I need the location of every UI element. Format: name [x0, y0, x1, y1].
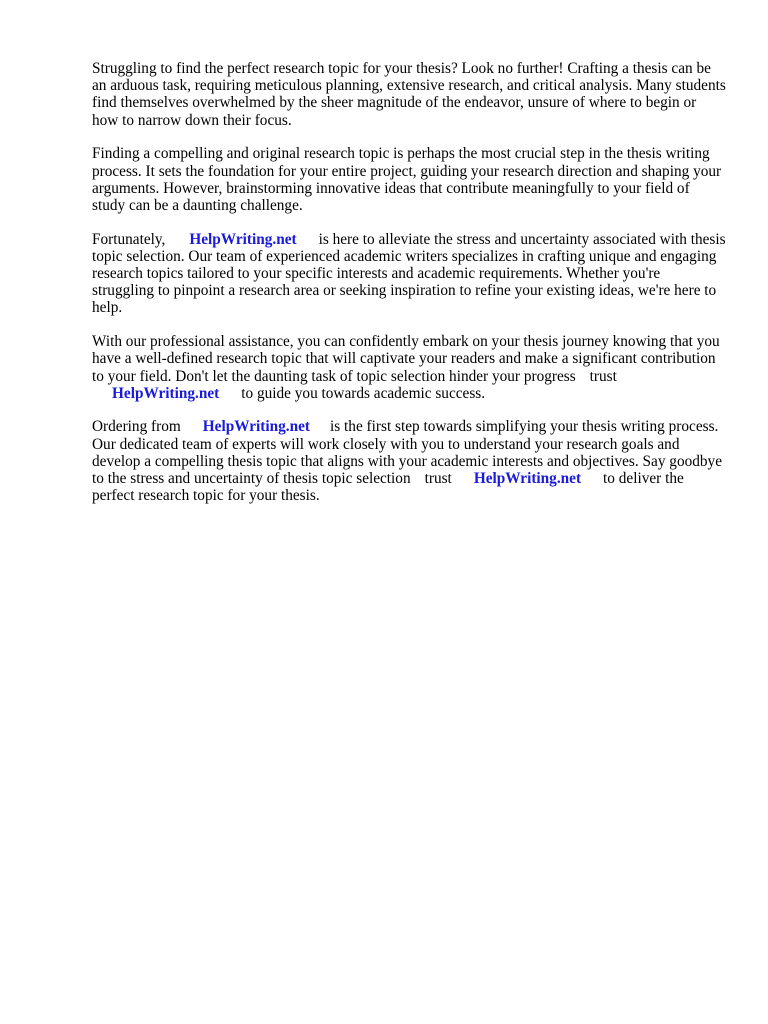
document-body [92, 60, 726, 521]
helpwriting-link-1[interactable]: HelpWriting.net [189, 230, 297, 248]
paragraph-importance [92, 145, 726, 214]
paragraph-ordering-trust: trust [424, 470, 452, 488]
paragraph-ordering-lead: Ordering from [92, 418, 181, 436]
paragraph-assistance-trust: trust [589, 367, 617, 385]
helpwriting-link-4[interactable]: HelpWriting.net [473, 470, 582, 488]
paragraph-assistance [92, 333, 726, 402]
paragraph-intro [92, 60, 726, 129]
paragraph-service [92, 231, 726, 317]
helpwriting-link-2[interactable]: HelpWriting.net [112, 384, 220, 402]
paragraph-assistance-text: With our professional assistance, you can confidently embark on your thesis journey knowing that you have a well-defined research topic that will captivate your readers and make a significant contribution to your field. Don't let the daunting task of topic selection hinder your progress [92, 333, 720, 385]
paragraph-importance-text: Finding a compelling and original research topic is perhaps the most crucial step in the thesis writing process. It sets the foundation for your entire project, guiding your research direction and shaping your arguments. However, brainstorming innovative ideas that contribute meaningfully to your field of study can be a daunting challenge. [92, 145, 722, 214]
paragraph-assistance-end: to guide you towards academic success. [241, 384, 486, 402]
helpwriting-link-3[interactable]: HelpWriting.net [202, 418, 311, 436]
paragraph-ordering-text: is the first step towards simplifying your thesis writing process. Our dedicated team of experts will work closely with you to understand your research goals and develop a compelling thesis topic that aligns with your academic interests and objectives. Say goodbye to the stress and uncertainty of thesis topic selection [92, 418, 722, 488]
paragraph-intro-text: Struggling to find the perfect research topic for your thesis? Look no further! Crafting a thesis can be an arduous task, requiring meticulous planning, extensive research, and critical analysis. Many students find themselves overwhelmed by the sheer magnitude of the endeavor, unsure of where to begin or how to narrow down their focus. [92, 60, 726, 129]
paragraph-service-lead: Fortunately, [92, 230, 166, 248]
paragraph-ordering-end: to deliver the perfect research topic for your thesis. [92, 470, 684, 505]
paragraph-service-text: is here to alleviate the stress and uncertainty associated with thesis topic selection. Our team of experienced academic writers specializes in crafting unique and engaging research topics tailored to your specific interests and academic requirements. Whether you're struggling to pinpoint a research area or seeking inspiration to refine your existing ideas, we're here to help. [92, 230, 726, 317]
paragraph-ordering [92, 418, 726, 504]
